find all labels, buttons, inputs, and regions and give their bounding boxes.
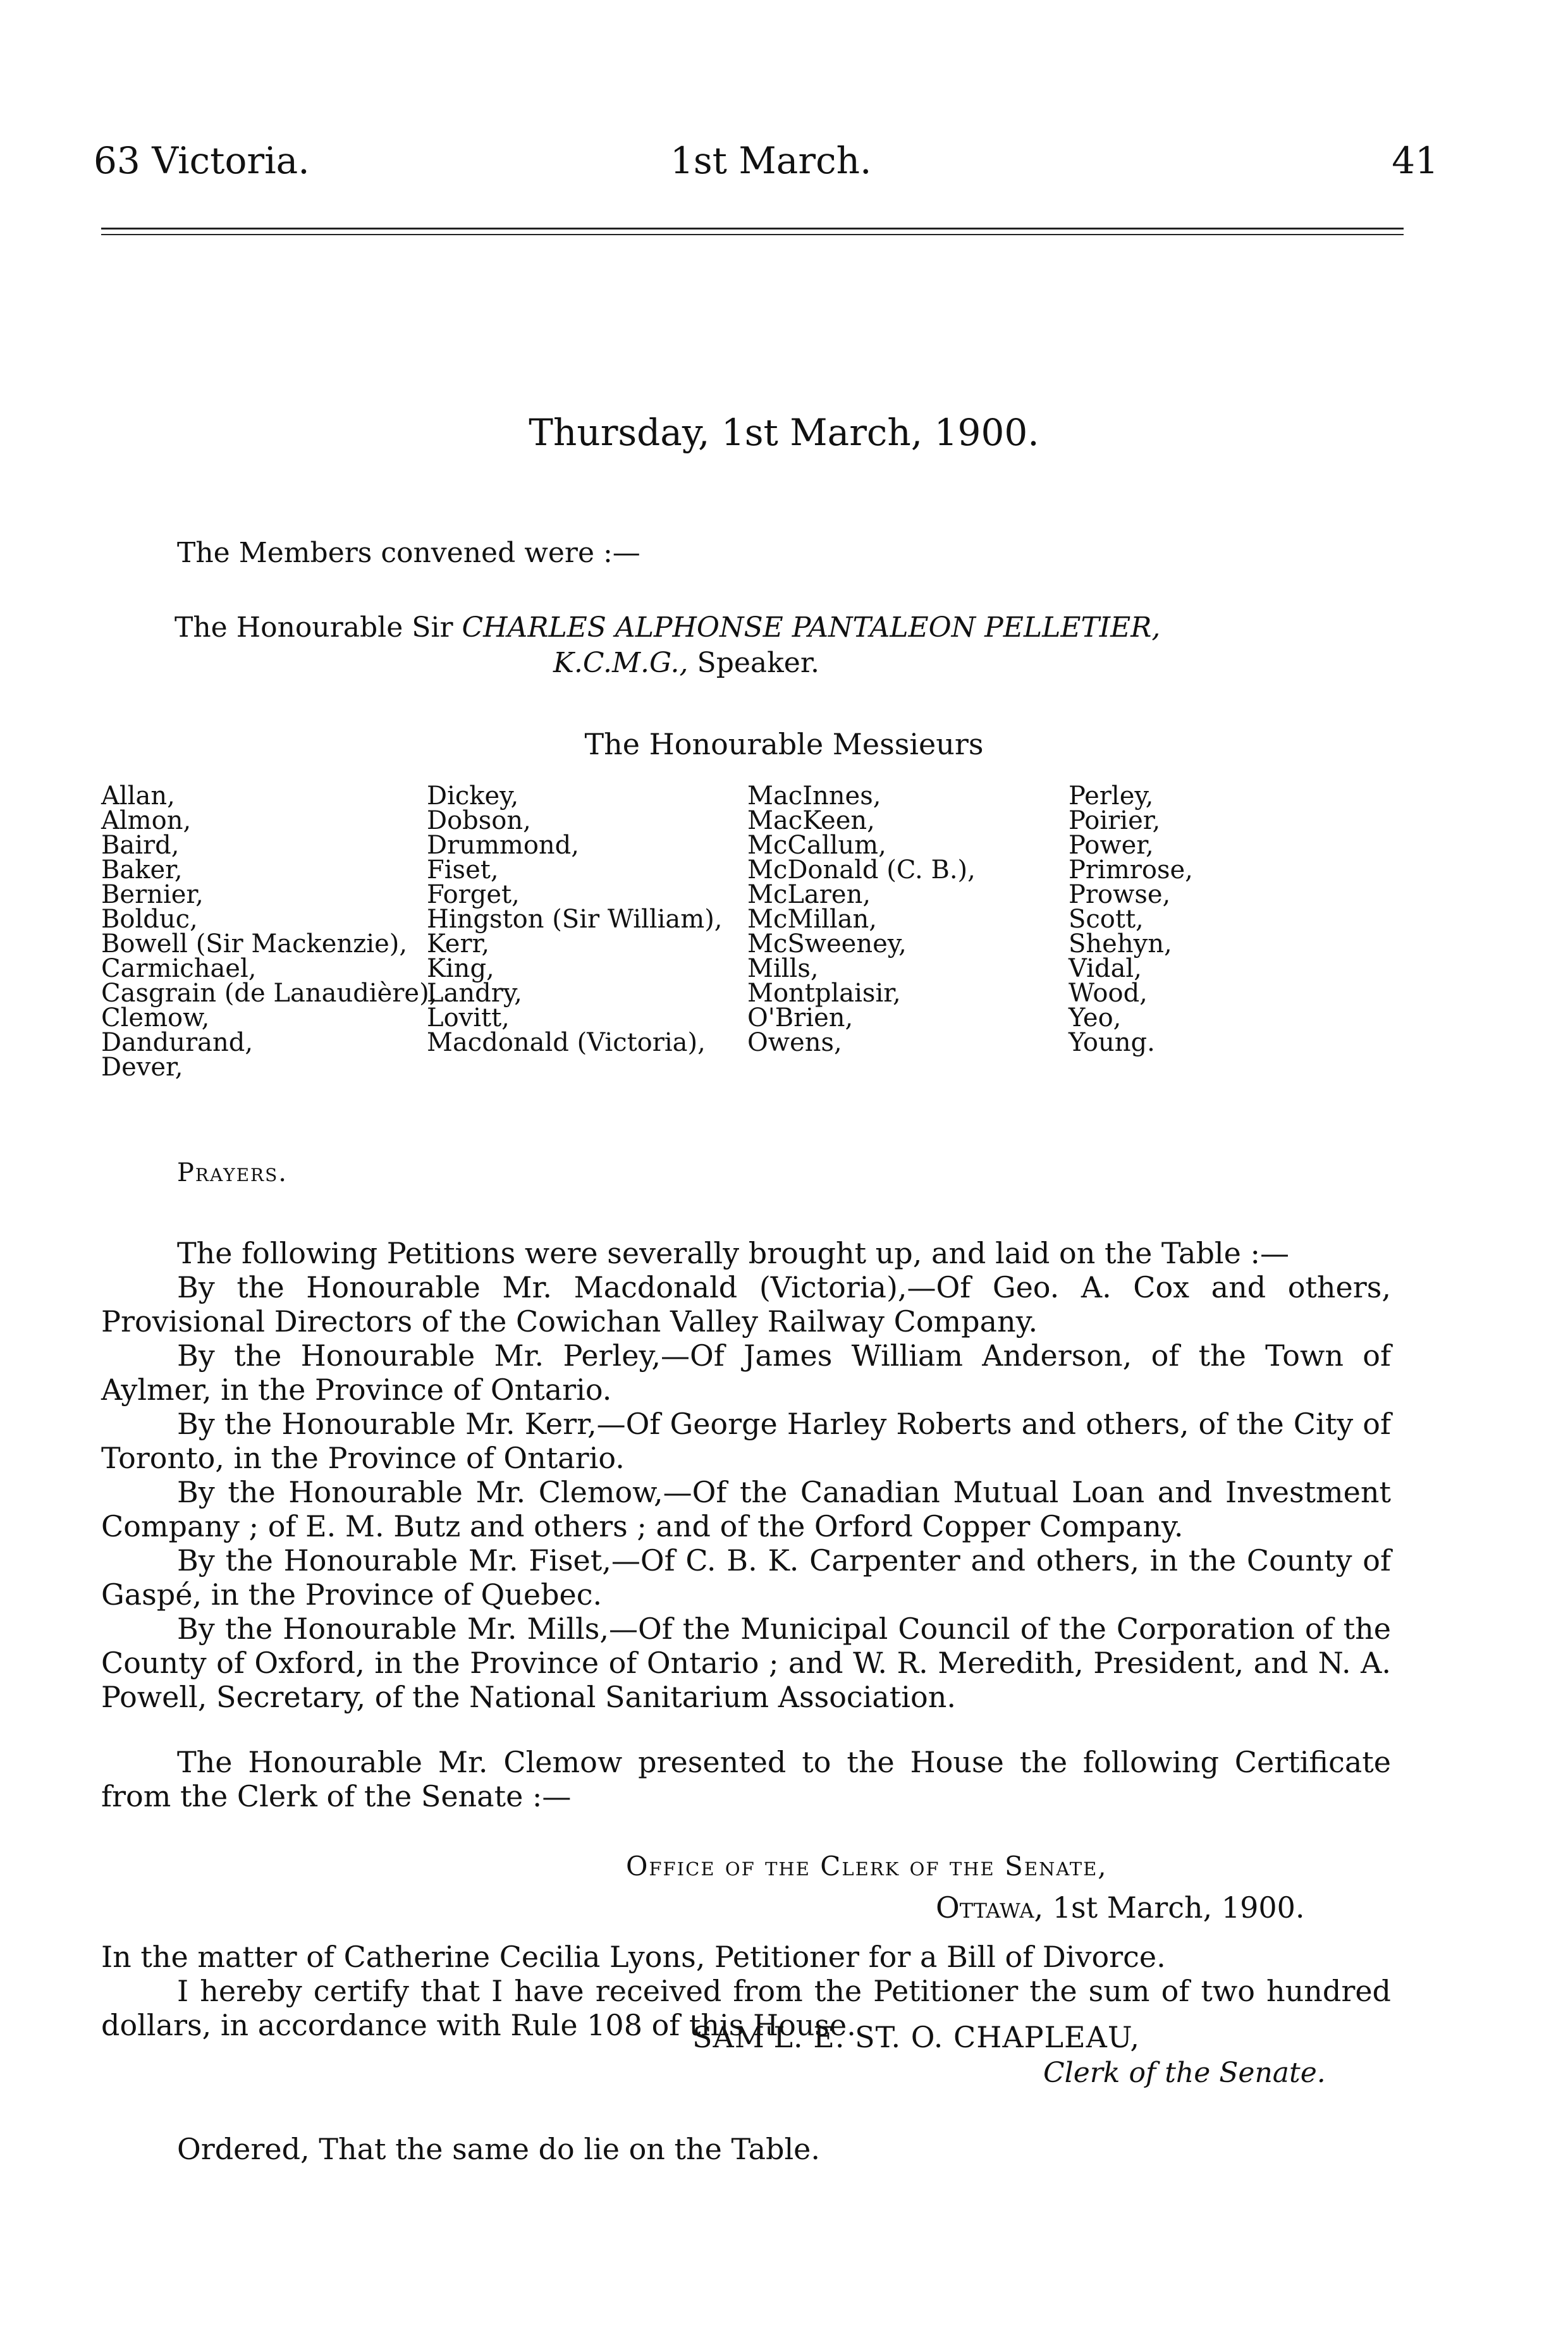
member-name: Fiset,: [427, 855, 499, 885]
member-name: Dandurand,: [101, 1028, 254, 1057]
member-name: Drummond,: [427, 831, 579, 860]
member-name: Power,: [1069, 831, 1154, 860]
header-rule-thin: [101, 234, 1404, 235]
office-date: 1st March, 1900.: [1052, 1890, 1305, 1925]
member-name: Kerr,: [427, 929, 490, 959]
member-name: Carmichael,: [101, 954, 257, 983]
member-name: Casgrain (de Lanaudière),: [101, 979, 438, 1008]
member-name: Shehyn,: [1069, 929, 1172, 959]
petition-item: By the Honourable Mr. Perley,—Of James William Anderson, of the Town of Aylmer, in the Province of Ontario.: [101, 1339, 1391, 1407]
speaker-prefix: The Honourable Sir: [175, 611, 453, 644]
member-name: Landry,: [427, 979, 522, 1008]
member-name: Almon,: [101, 806, 192, 835]
petition-item: By the Honourable Mr. Fiset,—Of C. B. K. Carpenter and others, in the County of Gaspé, in the Province of Quebec.: [101, 1543, 1391, 1612]
member-name: McCallum,: [747, 831, 886, 860]
member-name: Yeo,: [1069, 1003, 1122, 1032]
member-name: Wood,: [1069, 979, 1148, 1008]
member-name: Forget,: [427, 880, 520, 909]
members-column-4: [1069, 781, 1193, 1057]
member-name: King,: [427, 954, 494, 983]
member-name: Primrose,: [1069, 855, 1193, 885]
member-name: Young.: [1069, 1028, 1155, 1057]
office-heading: Office of the Clerk of the Senate,: [626, 1851, 1108, 1882]
member-name: MacKeen,: [747, 806, 875, 835]
header-session: 63 Victoria.: [94, 139, 310, 182]
office-place: Ottawa,: [936, 1890, 1044, 1925]
member-name: Bernier,: [101, 880, 204, 909]
member-name: Bolduc,: [101, 905, 198, 934]
speaker-line: [175, 611, 1160, 645]
member-name: Bowell (Sir Mackenzie),: [101, 929, 408, 959]
member-name: Prowse,: [1069, 880, 1171, 909]
member-name: Montplaisir,: [747, 979, 901, 1008]
member-name: MacInnes,: [747, 781, 881, 811]
speaker-role: Speaker.: [697, 647, 820, 679]
office-place-date: [936, 1890, 1305, 1925]
member-name: Mills,: [747, 954, 819, 983]
ordered-line: Ordered, That the same do lie on the Table.: [177, 2132, 821, 2166]
speaker-honours: K.C.M.G.,: [553, 647, 689, 679]
member-name: Lovitt,: [427, 1003, 510, 1032]
member-name: O'Brien,: [747, 1003, 854, 1032]
header-rule: [101, 228, 1404, 230]
petitions-intro: The following Petitions were severally brought up, and laid on the Table :—: [177, 1236, 1289, 1270]
signature-name: SAM'L. E. ST. O. CHAPLEAU,: [692, 2020, 1141, 2054]
member-name: Dickey,: [427, 781, 519, 811]
page-number: 41: [1392, 139, 1438, 182]
member-name: Hingston (Sir William),: [427, 905, 723, 934]
speaker-name: CHARLES ALPHONSE PANTALEON PELLETIER,: [462, 611, 1161, 644]
member-name: Dobson,: [427, 806, 531, 835]
members-convened-line: The Members convened were :—: [177, 537, 640, 569]
petition-item: By the Honourable Mr. Kerr,—Of George Harley Roberts and others, of the City of Toronto, in the Province of Ontario.: [101, 1407, 1391, 1475]
member-name: Macdonald (Victoria),: [427, 1028, 706, 1057]
member-name: Baker,: [101, 855, 183, 885]
member-name: Perley,: [1069, 781, 1154, 811]
members-column-1: [101, 781, 438, 1082]
sitting-date-title: Thursday, 1st March, 1900.: [529, 411, 1039, 454]
member-name: Owens,: [747, 1028, 842, 1057]
certificate-statement: I hereby certify that I have received from the Petitioner the sum of two hundred dollars, in accordance with Rule 108 of this House.: [101, 1974, 1391, 2042]
prayers-heading: Prayers.: [177, 1158, 288, 1187]
header-date: 1st March.: [670, 139, 872, 182]
certificate-intro-block: [101, 1745, 1391, 1813]
member-name: McMillan,: [747, 905, 878, 934]
member-name: McLaren,: [747, 880, 871, 909]
certificate-intro: The Honourable Mr. Clemow presented to the House the following Certificate from the Clerk of the Senate :—: [101, 1745, 1391, 1813]
petitions-block: [101, 1236, 1391, 1714]
member-name: Dever,: [101, 1053, 183, 1082]
member-name: Allan,: [101, 781, 175, 811]
member-name: Clemow,: [101, 1003, 210, 1032]
members-column-2: [427, 781, 723, 1057]
member-name: McDonald (C. B.),: [747, 855, 976, 885]
speaker-honours-line: [553, 646, 819, 680]
member-name: Baird,: [101, 831, 180, 860]
petition-item: By the Honourable Mr. Clemow,—Of the Canadian Mutual Loan and Investment Company ; of E. M. Butz and others ; and of the Orford Copper Company.: [101, 1475, 1391, 1543]
member-name: Scott,: [1069, 905, 1144, 934]
certificate-matter: In the matter of Catherine Cecilia Lyons, Petitioner for a Bill of Divorce.: [101, 1940, 1166, 1974]
petition-item: By the Honourable Mr. Macdonald (Victoria),—Of Geo. A. Cox and others, Provisional Directors of the Cowichan Valley Railway Company.: [101, 1270, 1391, 1339]
member-name: Vidal,: [1069, 954, 1142, 983]
members-column-3: [747, 781, 976, 1057]
petition-item: By the Honourable Mr. Mills,—Of the Municipal Council of the Corporation of the County of Oxford, in the Province of Ontario ; and W. R. Meredith, President, and N. A. Powell, Secretary, of the National Sanitarium Association.: [101, 1612, 1391, 1714]
member-name: McSweeney,: [747, 929, 907, 959]
member-name: Poirier,: [1069, 806, 1161, 835]
messieurs-heading: The Honourable Messieurs: [584, 727, 984, 761]
signature-title: Clerk of the Senate.: [1043, 2057, 1326, 2089]
